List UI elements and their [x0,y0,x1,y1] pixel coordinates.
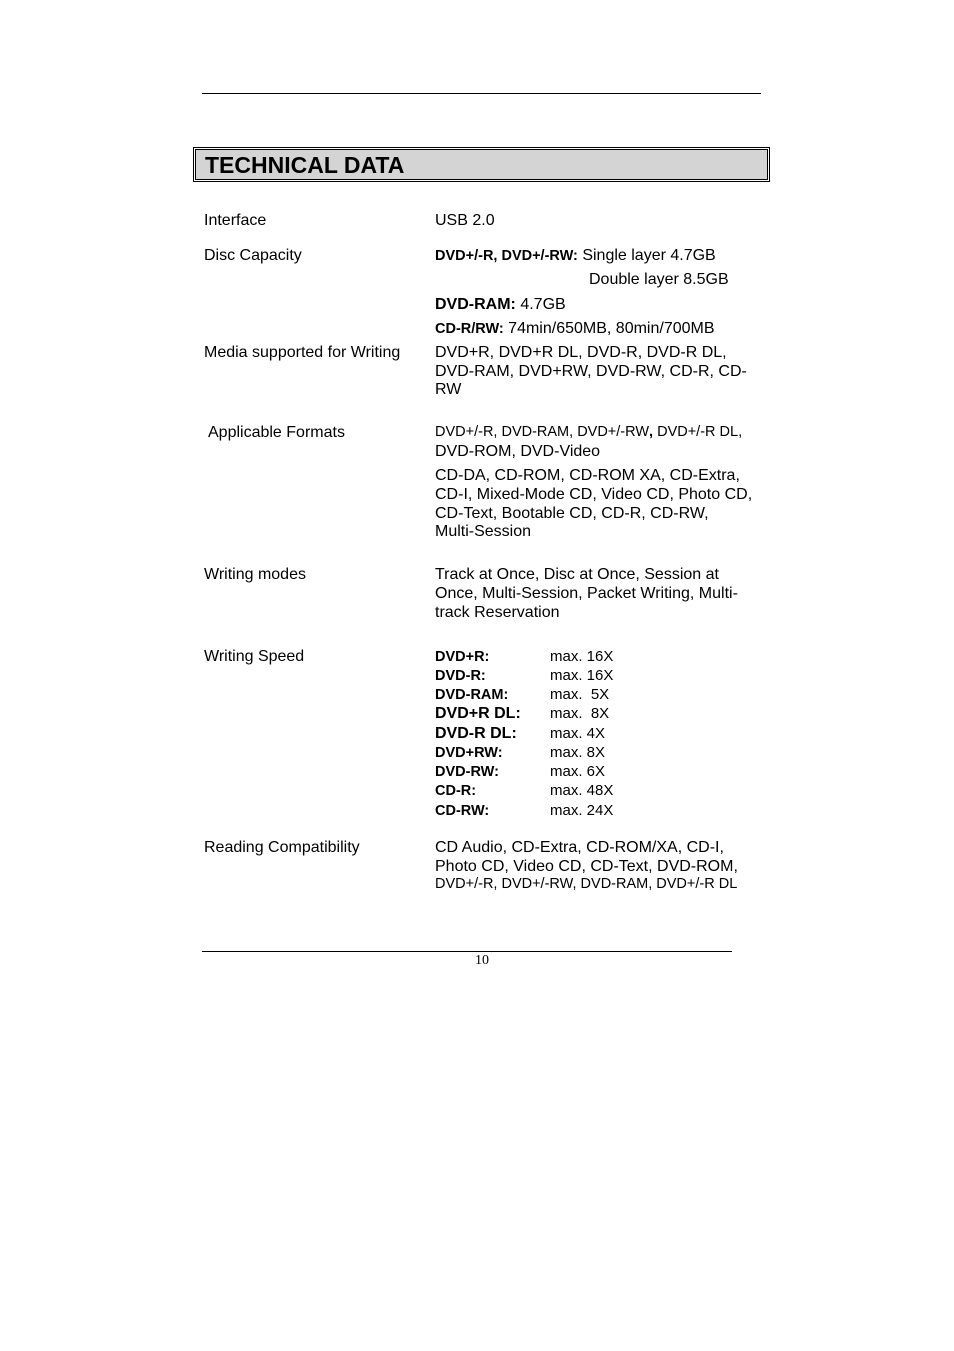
speed-media: DVD-RW: [435,764,499,780]
speed-row [435,685,609,705]
media-line: RW [435,381,462,398]
footer-rule [202,951,732,952]
speed-row [435,704,609,723]
speed-value: max. 6X [550,763,606,780]
speed-media: DVD-R DL: [435,725,517,742]
formats-cd-line: Multi-Session [435,523,532,540]
speed-value: max. 4X [550,725,606,742]
disc-capacity-dvd-ram-line [435,295,566,314]
speed-value: max. 48X [550,782,614,799]
formats-label: Applicable Formats [208,424,345,441]
speed-value: max. 16X [550,667,614,684]
page-number: 10 [475,953,489,968]
speed-media: DVD+R DL: [435,705,521,722]
speed-value: max. 8X [550,744,606,761]
formats-cd-line: CD-DA, CD-ROM, CD-ROM XA, CD-Extra, [435,467,740,484]
reading-line: CD Audio, CD-Extra, CD-ROM/XA, CD-I, [435,839,724,856]
speed-value: max. 24X [550,802,614,819]
formats-cd-line: CD-Text, Bootable CD, CD-R, CD-RW, [435,505,709,522]
formats-dvd-line [435,423,742,442]
disc-capacity-dvd-line [435,246,716,266]
section-title-box [193,147,770,182]
speed-value: max. 5X [550,686,610,703]
reading-line: DVD+/-R, DVD+/-RW, DVD-RAM, DVD+/-R DL [435,876,738,892]
dvd-double-layer: Double layer 8.5GB [589,271,729,288]
writing-modes-label: Writing modes [204,566,306,583]
cd-rw-value: 74min/650MB, 80min/700MB [503,320,715,337]
dvd-single-layer: Single layer 4.7GB [577,247,716,264]
dvd-rw-key: DVD+/-R, DVD+/-RW: [435,248,578,264]
formats-cd-line: CD-I, Mixed-Mode CD, Video CD, Photo CD, [435,486,753,503]
speed-media: DVD-RAM: [435,687,509,703]
interface-value: USB 2.0 [435,212,495,229]
reading-label: Reading Compatibility [204,839,360,856]
disc-capacity-cd-line [435,319,715,339]
speed-media: CD-RW: [435,803,490,819]
speed-row [435,743,605,763]
dvd-ram-key: DVD-RAM: [435,296,516,313]
interface-label: Interface [204,212,267,229]
writing-speed-label: Writing Speed [204,648,305,665]
media-label: Media supported for Writing [204,344,401,361]
formats-dvd-comma: , [649,424,654,440]
writing-modes-line: Once, Multi-Session, Packet Writing, Multi- [435,585,738,602]
speed-media: DVD-R: [435,668,486,684]
cd-rw-key: CD-R/RW: [435,321,504,337]
formats-dvd-c: DVD+/-R DL, [653,424,743,440]
header-rule [202,93,761,94]
writing-modes-line: Track at Once, Disc at Once, Session at [435,566,719,583]
speed-value: max. 16X [550,648,614,665]
speed-row [435,666,613,686]
formats-dvd-line2: DVD-ROM, DVD-Video [435,443,601,460]
speed-media: DVD+R: [435,649,490,665]
dvd-ram-value: 4.7GB [515,296,566,313]
speed-row [435,647,613,667]
formats-dvd-a: DVD+/-R, DVD-RAM, DVD+/-RW [435,424,650,440]
reading-line: Photo CD, Video CD, CD-Text, DVD-ROM, [435,858,738,875]
speed-row [435,801,613,821]
disc-capacity-label: Disc Capacity [204,247,302,264]
speed-value: max. 8X [550,705,610,722]
speed-media: DVD+RW: [435,745,503,761]
speed-row [435,762,605,782]
section-title: TECHNICAL DATA [195,149,768,180]
media-line: DVD+R, DVD+R DL, DVD-R, DVD-R DL, [435,344,727,361]
speed-row [435,724,605,743]
media-line: DVD-RAM, DVD+RW, DVD-RW, CD-R, CD- [435,363,747,380]
speed-row [435,781,613,801]
writing-modes-line: track Reservation [435,604,560,621]
speed-media: CD-R: [435,783,477,799]
